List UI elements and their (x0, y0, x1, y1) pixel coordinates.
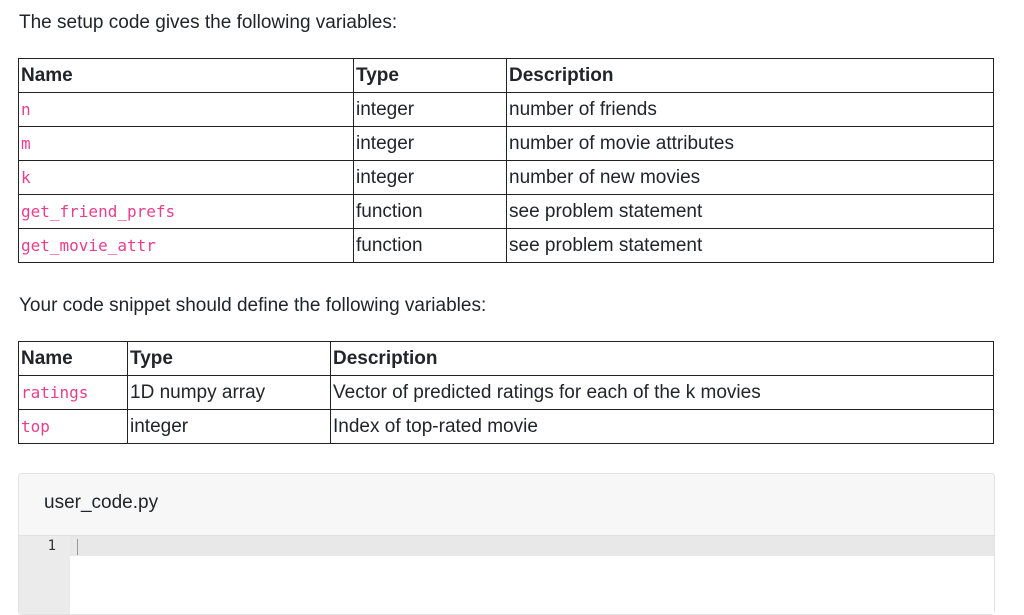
setup-variables-table (18, 58, 994, 263)
var-description: Vector of predicted ratings for each of the k movies (331, 376, 994, 410)
var-description: number of new movies (507, 161, 994, 195)
var-type: function (354, 229, 507, 263)
table-row (19, 127, 994, 161)
var-name (19, 410, 128, 444)
var-code: top (21, 416, 50, 436)
header-name: Name (19, 342, 128, 376)
text-cursor (77, 539, 78, 555)
var-code: get_friend_prefs (21, 201, 176, 221)
active-line-highlight (70, 536, 994, 556)
header-type: Type (354, 59, 507, 93)
editor-filename: user_code.py (44, 492, 159, 513)
table-row (19, 195, 994, 229)
var-code: m (21, 133, 31, 153)
var-name (19, 229, 354, 263)
table-row (19, 161, 994, 195)
var-code: k (21, 167, 31, 187)
var-description: Index of top-rated movie (331, 410, 994, 444)
var-description: number of movie attributes (507, 127, 994, 161)
table-row (19, 229, 994, 263)
code-editor[interactable] (19, 535, 994, 614)
var-description: see problem statement (507, 195, 994, 229)
var-type: integer (128, 410, 331, 444)
setup-intro-text: The setup code gives the following variables: (19, 12, 398, 33)
table-row (19, 410, 994, 444)
var-type: integer (354, 93, 507, 127)
table-row (19, 93, 994, 127)
var-name (19, 195, 354, 229)
var-code: n (21, 99, 31, 119)
var-name (19, 376, 128, 410)
var-code: ratings (21, 382, 89, 402)
var-type: integer (354, 161, 507, 195)
code-editor-panel (18, 473, 995, 615)
line-number: 1 (47, 538, 56, 554)
header-description: Description (507, 59, 994, 93)
var-description: number of friends (507, 93, 994, 127)
var-type: function (354, 195, 507, 229)
var-description: see problem statement (507, 229, 994, 263)
var-name (19, 161, 354, 195)
header-name: Name (19, 59, 354, 93)
output-intro-text: Your code snippet should define the following variables: (19, 295, 487, 316)
table-header-row (19, 59, 994, 93)
var-name (19, 127, 354, 161)
table-row (19, 376, 994, 410)
header-type: Type (128, 342, 331, 376)
var-code: get_movie_attr (21, 235, 156, 255)
var-name (19, 93, 354, 127)
output-variables-table (18, 341, 994, 444)
var-type: 1D numpy array (128, 376, 331, 410)
var-type: integer (354, 127, 507, 161)
line-number-gutter (19, 536, 70, 614)
header-description: Description (331, 342, 994, 376)
table-header-row (19, 342, 994, 376)
